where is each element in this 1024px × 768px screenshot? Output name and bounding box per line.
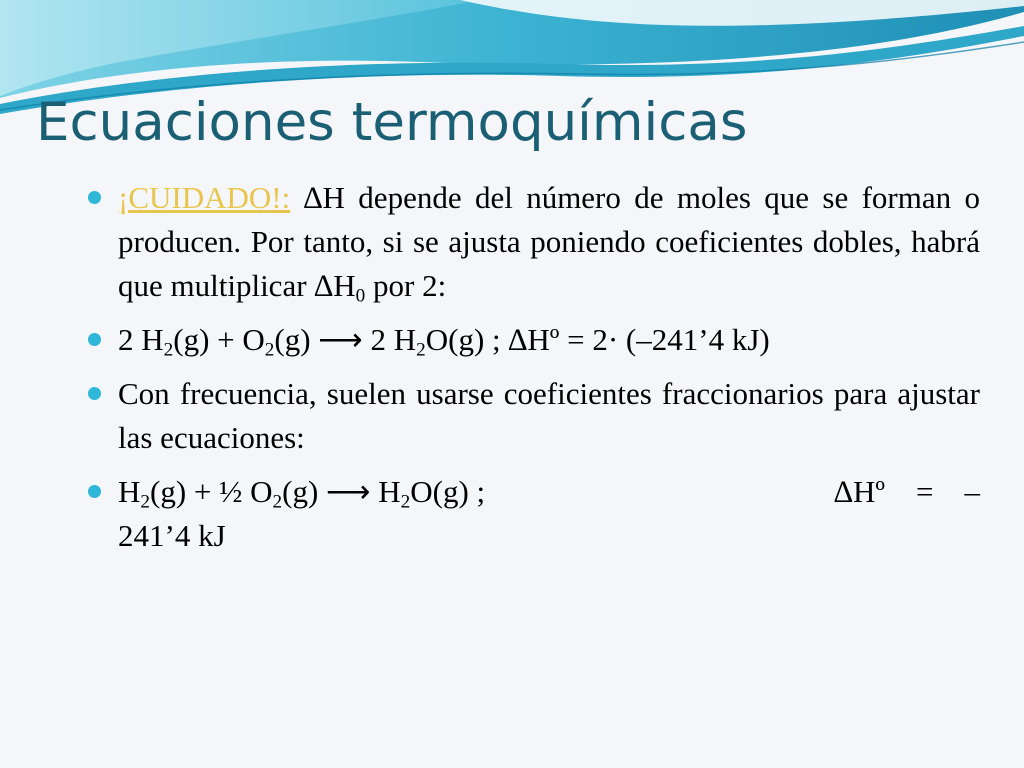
bullet-equation-fractional: [82, 470, 980, 558]
equation-part: O(g) ;: [410, 474, 486, 509]
equation-part: (g): [274, 322, 319, 357]
equation-part: (g): [282, 474, 327, 509]
equation-part: (g) + O: [173, 322, 265, 357]
enthalpy-expression: ∆Hº = –: [834, 474, 980, 509]
equation-part: (g) + ½ O: [150, 474, 273, 509]
bullet-text: depende del número de moles que se forman o producen. Por tanto, si se ajusta poniendo coeficientes dobles, habrá que multiplicar: [118, 180, 980, 303]
subscript: 2: [400, 491, 411, 513]
bullet-list: [82, 176, 980, 568]
subscript: 2: [272, 491, 283, 513]
equation-part: O(g) ; ∆Hº = 2· (–241’4 kJ): [425, 322, 770, 357]
equation-part: H: [118, 474, 141, 509]
bullet-text-end: por 2:: [365, 268, 447, 303]
reaction-arrow-icon: ⟶: [318, 322, 363, 357]
reaction-arrow-icon: ⟶: [326, 474, 371, 509]
subscript: 2: [416, 339, 426, 361]
subscript: 2: [140, 491, 150, 513]
subscript: 2: [264, 339, 275, 361]
equation-part: H: [370, 474, 401, 509]
equation-part: 2 H: [362, 322, 417, 357]
bullet-warning: [82, 176, 980, 308]
bullet-equation-doubled: [82, 318, 980, 362]
enthalpy-value: 241’4 kJ: [118, 518, 226, 553]
equation-part: 2 H: [118, 322, 164, 357]
bullet-dot-icon: [88, 387, 101, 400]
warning-label: ¡CUIDADO!:: [118, 180, 291, 215]
delta-h0-symbol: ∆H: [314, 268, 356, 303]
subscript: 2: [163, 339, 174, 361]
bullet-fractional-note: [82, 372, 980, 460]
bullet-dot-icon: [88, 191, 101, 204]
bullet-dot-icon: [88, 485, 101, 498]
subscript: 0: [355, 285, 366, 307]
bullet-text: Con frecuencia, suelen usarse coeficientes fraccionarios para ajustar las ecuaciones:: [118, 376, 980, 455]
delta-h-symbol: ∆H: [303, 180, 345, 215]
slide-title: Ecuaciones termoquímicas: [36, 92, 748, 153]
bullet-dot-icon: [88, 333, 101, 346]
